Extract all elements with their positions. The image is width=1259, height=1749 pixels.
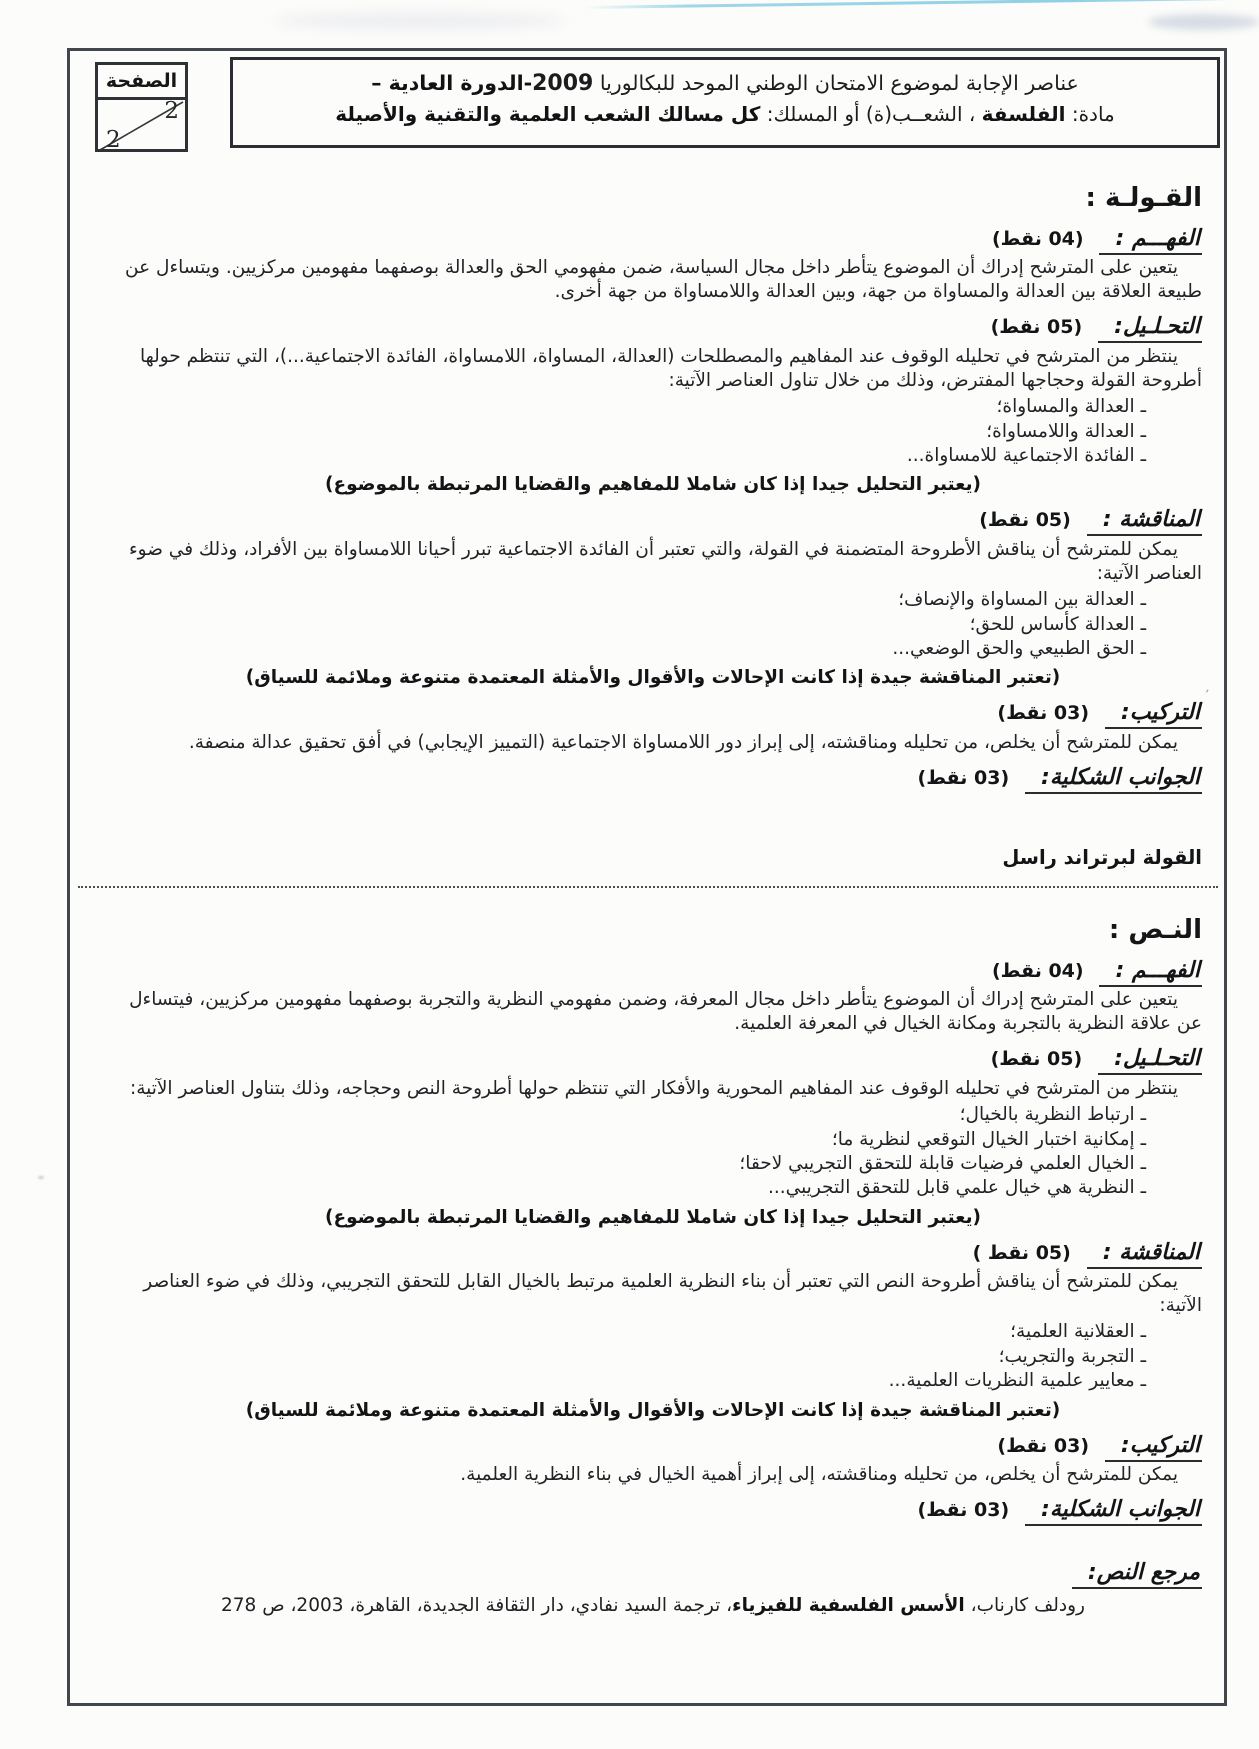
- bullet-item: ـ العدالة كأساس للحق؛: [969, 613, 1146, 635]
- paragraph-line: يمكن للمترشح أن يخلص، من تحليله ومناقشته، إلى إبراز أهمية الخيال في بناء النظرية العلمية.: [460, 1464, 1178, 1486]
- munaqasha-points: (05 نقط ): [972, 1241, 1071, 1264]
- paragraph-line: يمكن للمترشح أن يخلص، من تحليله ومناقشته، إلى إبراز دور اللامساواة الاجتماعية (التمييز الإيجابي) في أفق تحقيق عدالة منصفة.: [188, 731, 1178, 753]
- page-number-cell: [98, 100, 185, 152]
- tarkib-points: (03 نقط): [997, 1434, 1089, 1457]
- munaqasha-title: المناقشة :: [1087, 507, 1202, 536]
- scan-smudge-artifact: [275, 12, 565, 30]
- bullet-item: ـ النظرية هي خيال علمي قابل للتحقق التجريبي...: [768, 1177, 1146, 1199]
- text-munaqasha-heading: [104, 1239, 1202, 1268]
- header-session: -الدورة العادية –: [371, 71, 533, 95]
- paragraph-line: عن علاقة النظرية بالتجربة ومكانة الخيال في المعرفة العلمية.: [734, 1013, 1202, 1035]
- exam-header-box: [230, 57, 1220, 148]
- quote-munaqasha-bullets: [104, 588, 1202, 661]
- text-tahlil-heading: [104, 1045, 1202, 1074]
- paragraph-line: طبيعة العلاقة بين العدالة والمساواة من جهة، وبين العدالة واللامساواة من جهة أخرى.: [554, 281, 1202, 303]
- tarkib-title: التركيب:: [1105, 1433, 1202, 1462]
- exam-header-line1: [233, 71, 1217, 96]
- text-fahm-heading: [104, 957, 1202, 986]
- scan-smudge-artifact: [1148, 14, 1259, 30]
- text-tarkib-paragraph: [104, 1463, 1202, 1487]
- fahm-points: (04 نقط): [991, 227, 1084, 250]
- paragraph-line: ينتظر من المترشح في تحليله الوقوف عند المفاهيم المحورية والأفكار التي تنتظم حولها أطروحة النص وحجاجه، وذلك بتناول العناصر الآتية:: [130, 1078, 1178, 1100]
- tahlil-grading-note: (يعتبر التحليل جيدا إذا كان شاملا للمفاهيم والقضايا المرتبطة بالموضوع): [324, 474, 981, 496]
- tarkib-title: التركيب:: [1105, 700, 1202, 729]
- bullet-item: ـ العقلانية العلمية؛: [1010, 1321, 1146, 1343]
- shakliyya-points: (03 نقط): [917, 767, 1010, 790]
- text-munaqasha-bullets: [104, 1320, 1202, 1393]
- tahlil-points: (05 نقط): [990, 316, 1083, 339]
- shakliyya-title: الجوانب الشكلية:: [1025, 765, 1202, 794]
- bullet-item: ـ الخيال العلمي فرضيات قابلة للتحقق التجريبي لاحقا؛: [739, 1152, 1146, 1174]
- paragraph-line: ينتظر من المترشح في تحليله الوقوف عند المفاهيم والمصطلحات (العدالة، المساواة، اللامساواة، الفائدة الاجتماعية...)، التي تنتظم حولها: [139, 346, 1178, 368]
- quote-munaqasha-paragraph: [104, 538, 1202, 586]
- bullet-item: ـ إمكانية اختبار الخيال التوقعي لنظرية ما؛: [831, 1128, 1146, 1150]
- quote-tahlil-paragraph: [104, 345, 1202, 393]
- reference-title: مرجع النص:: [1072, 1560, 1202, 1589]
- fahm-title: الفهـــم :: [1099, 226, 1202, 255]
- paragraph-line: يمكن للمترشح أن يناقش أطروحة النص التي تعتبر أن بناء النظرية العلمية مرتبط بالخيال القابل للتحقق التجريبي، وذلك في ضوء العناصر: [143, 1271, 1178, 1293]
- tarkib-points: (03 نقط): [997, 702, 1089, 725]
- subject-name: الفلسفة: [981, 102, 1066, 126]
- subject-label: مادة:: [1065, 102, 1115, 126]
- quote-tahlil-heading: [104, 313, 1202, 342]
- stream-tracks: كل مسالك الشعب العلمية والتقنية والأصيلة: [335, 102, 761, 126]
- quote-fahm-paragraph: [104, 256, 1202, 304]
- exam-header-line2: [233, 102, 1217, 126]
- paragraph-line: يمكن للمترشح أن يناقش الأطروحة المتضمنة في القولة، والتي تعتبر أن الفائدة الاجتماعية تبرر أحيانا اللامساواة بين الأفراد، وذلك في ضوء: [128, 539, 1178, 561]
- text-munaqasha-paragraph: [104, 1270, 1202, 1318]
- bullet-item: ـ العدالة والمساواة؛: [996, 396, 1146, 418]
- header-title-text: عناصر الإجابة لموضوع الامتحان الوطني الموحد للبكالوريا: [593, 71, 1079, 95]
- munaqasha-grading-note: (تعتبر المناقشة جيدة إذا كانت الإحالات والأقوال والأمثلة المعتمدة متنوعة وملائمة للسياق): [245, 1399, 1061, 1421]
- quote-munaqasha-heading: [104, 506, 1202, 535]
- reference-heading: [104, 1559, 1202, 1588]
- tahlil-title: التحـلـيل:: [1098, 1046, 1202, 1075]
- munaqasha-title: المناقشة :: [1087, 1240, 1202, 1269]
- answer-key-content: [70, 152, 1224, 1618]
- text-tahlil-paragraph: [104, 1077, 1202, 1101]
- header-year: 2009: [532, 71, 594, 96]
- tahlil-title: التحـلـيل:: [1098, 314, 1202, 343]
- text-fahm-paragraph: [104, 988, 1202, 1036]
- bullet-item: ـ العدالة واللامساواة؛: [986, 420, 1146, 442]
- paragraph-line: العناصر الآتية:: [1096, 563, 1202, 585]
- dotted-separator: [78, 886, 1218, 888]
- paragraph-line: الآتية:: [1159, 1295, 1202, 1317]
- stream-label: ، الشعــب(ة) أو المسلك:: [760, 102, 982, 126]
- text-tahlil-bullets: [104, 1103, 1202, 1201]
- shakliyya-title: الجوانب الشكلية:: [1025, 1497, 1202, 1526]
- text-tarkib-heading: [104, 1432, 1202, 1461]
- scan-speck-artifact: [38, 1176, 44, 1179]
- paragraph-line: يتعين على المترشح إدراك أن الموضوع يتأطر داخل مجال السياسة، ضمن مفهومي الحق والعدالة بوصفهما مفهومين مركزيين. ويتساءل عن: [125, 257, 1178, 279]
- text-section-title: النـص :: [1108, 914, 1202, 945]
- text-shakliyya-heading: [104, 1496, 1202, 1525]
- page-number-box: [95, 62, 188, 152]
- text-section: [104, 914, 1202, 1618]
- reference-details: ، ترجمة السيد نفادي، دار الثقافة الجديدة، القاهرة، 2003، ص 278: [221, 1594, 733, 1616]
- reference-citation: [104, 1594, 1202, 1618]
- quote-tarkib-heading: [104, 699, 1202, 728]
- quote-tahlil-bullets: [104, 395, 1202, 468]
- reference-book-title: الأسس الفلسفية للفيزياء: [732, 1594, 965, 1616]
- paragraph-line: أطروحة القولة وحجاجها المفترض، وذلك من خلال تناول العناصر الآتية:: [668, 370, 1202, 392]
- munaqasha-points: (05 نقط): [979, 509, 1071, 532]
- quote-section-title: القـولـة :: [1085, 183, 1202, 213]
- page-label: الصفحة: [98, 65, 185, 100]
- quote-section: [104, 182, 1202, 870]
- bullet-item: ـ ارتباط النظرية بالخيال؛: [959, 1104, 1146, 1126]
- quote-fahm-heading: [104, 225, 1202, 254]
- quote-attribution: القولة لبرتراند راسل: [1002, 845, 1202, 869]
- munaqasha-grading-note: (تعتبر المناقشة جيدة إذا كانت الإحالات والأقوال والأمثلة المعتمدة متنوعة وملائمة للسياق): [245, 667, 1061, 689]
- quote-shakliyya-heading: [104, 764, 1202, 793]
- bullet-item: ـ التجربة والتجريب؛: [998, 1345, 1146, 1367]
- page-current: 2: [164, 98, 179, 124]
- page-total: 2: [106, 127, 121, 153]
- tahlil-grading-note: (يعتبر التحليل جيدا إذا كان شاملا للمفاهيم والقضايا المرتبطة بالموضوع): [324, 1206, 981, 1228]
- scan-streak-artifact: [585, 0, 1259, 8]
- fahm-points: (04 نقط): [991, 959, 1084, 982]
- bullet-item: ـ العدالة بين المساواة والإنصاف؛: [898, 589, 1146, 611]
- bullet-item: ـ معايير علمية النظريات العلمية...: [888, 1370, 1146, 1392]
- tahlil-points: (05 نقط): [990, 1048, 1083, 1071]
- bullet-item: ـ الفائدة الاجتماعية للامساواة...: [906, 444, 1146, 466]
- fahm-title: الفهـــم :: [1099, 958, 1202, 987]
- bullet-item: ـ الحق الطبيعي والحق الوضعي...: [892, 637, 1146, 659]
- quote-tarkib-paragraph: [104, 731, 1202, 755]
- reference-author: رودلف كارناب،: [964, 1594, 1085, 1616]
- paragraph-line: يتعين على المترشح إدراك أن الموضوع يتأطر داخل مجال المعرفة، وضمن مفهومي النظرية والتجربة بوصفهما مفهومين مركزيين، فيتساءل: [129, 989, 1178, 1011]
- shakliyya-points: (03 نقط): [917, 1499, 1010, 1522]
